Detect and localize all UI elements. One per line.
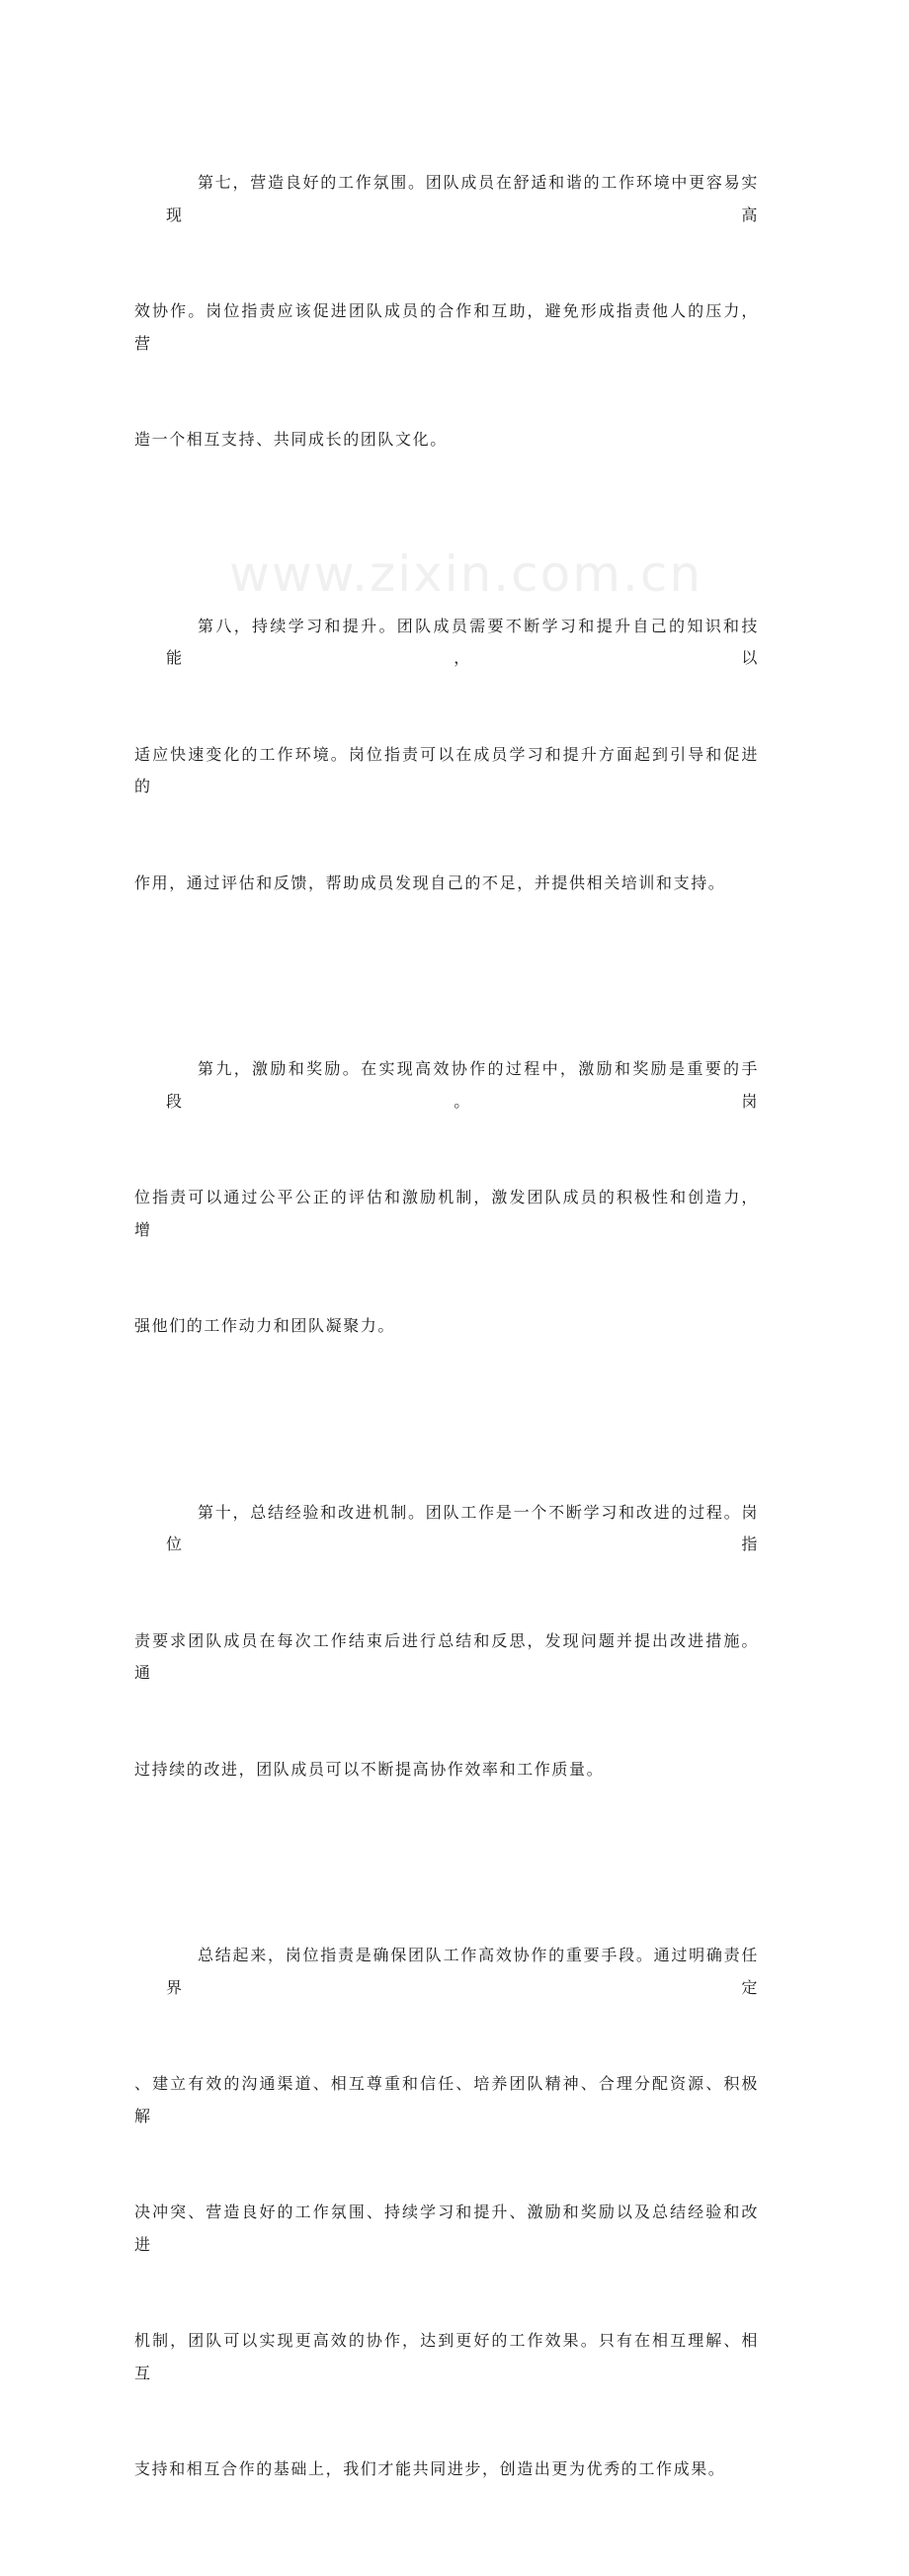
paragraph-line: 第十，总结经验和改进机制。团队工作是一个不断学习和改进的过程。岗位指 <box>166 1502 759 1553</box>
paragraph-line: 适应快速变化的工作环境。岗位指责可以在成员学习和提升方面起到引导和促进的 <box>134 744 759 795</box>
paragraph-line: 决冲突、营造良好的工作氛围、持续学习和提升、激励和奖励以及总结经验和改进 <box>134 2202 759 2254</box>
paragraph-line: 作用，通过评估和反馈，帮助成员发现自己的不足，并提供相关培训和支持。 <box>134 873 726 892</box>
paragraph-9 <box>134 989 759 1407</box>
paragraph-line: 第八，持续学习和提升。团队成员需要不断学习和提升自己的知识和技能，以 <box>166 616 759 667</box>
paragraph-line: 位指责可以通过公平公正的评估和激励机制，激发团队成员的积极性和创造力，增 <box>134 1188 759 1239</box>
paragraph-line: 机制，团队可以实现更高效的协作，达到更好的工作效果。只有在相互理解、相互 <box>134 2331 759 2382</box>
paragraph-line: 效协作。岗位指责应该促进团队成员的合作和互助，避免形成指责他人的压力，营 <box>134 301 759 353</box>
paragraph-7 <box>134 103 759 521</box>
paragraph-line: 造一个相互支持、共同成长的团队文化。 <box>134 430 448 449</box>
paragraph-10 <box>134 1433 759 1851</box>
paragraph-summary <box>134 1875 759 2550</box>
document-body <box>134 103 759 2576</box>
paragraph-line: 强他们的工作动力和团队凝聚力。 <box>134 1316 396 1335</box>
paragraph-line: 支持和相互合作的基础上，我们才能共同进步，创造出更为优秀的工作成果。 <box>134 2459 726 2478</box>
paragraph-8 <box>134 546 759 964</box>
paragraph-line: 、建立有效的沟通渠道、相互尊重和信任、培养团队精神、合理分配资源、积极解 <box>134 2074 759 2125</box>
paragraph-line: 过持续的改进，团队成员可以不断提高协作效率和工作质量。 <box>134 1759 605 1779</box>
paragraph-line: 总结起来，岗位指责是确保团队工作高效协作的重要手段。通过明确责任界定 <box>166 1946 759 1997</box>
paragraph-line: 第七，营造良好的工作氛围。团队成员在舒适和谐的工作环境中更容易实现高 <box>166 173 759 224</box>
watermark: www.zixin.com.cn <box>229 545 703 603</box>
paragraph-line: 责要求团队成员在每次工作结束后进行总结和反思，发现问题并提出改进措施。通 <box>134 1630 759 1682</box>
paragraph-line: 第九，激励和奖励。在实现高效协作的过程中，激励和奖励是重要的手段。岗 <box>166 1059 759 1111</box>
